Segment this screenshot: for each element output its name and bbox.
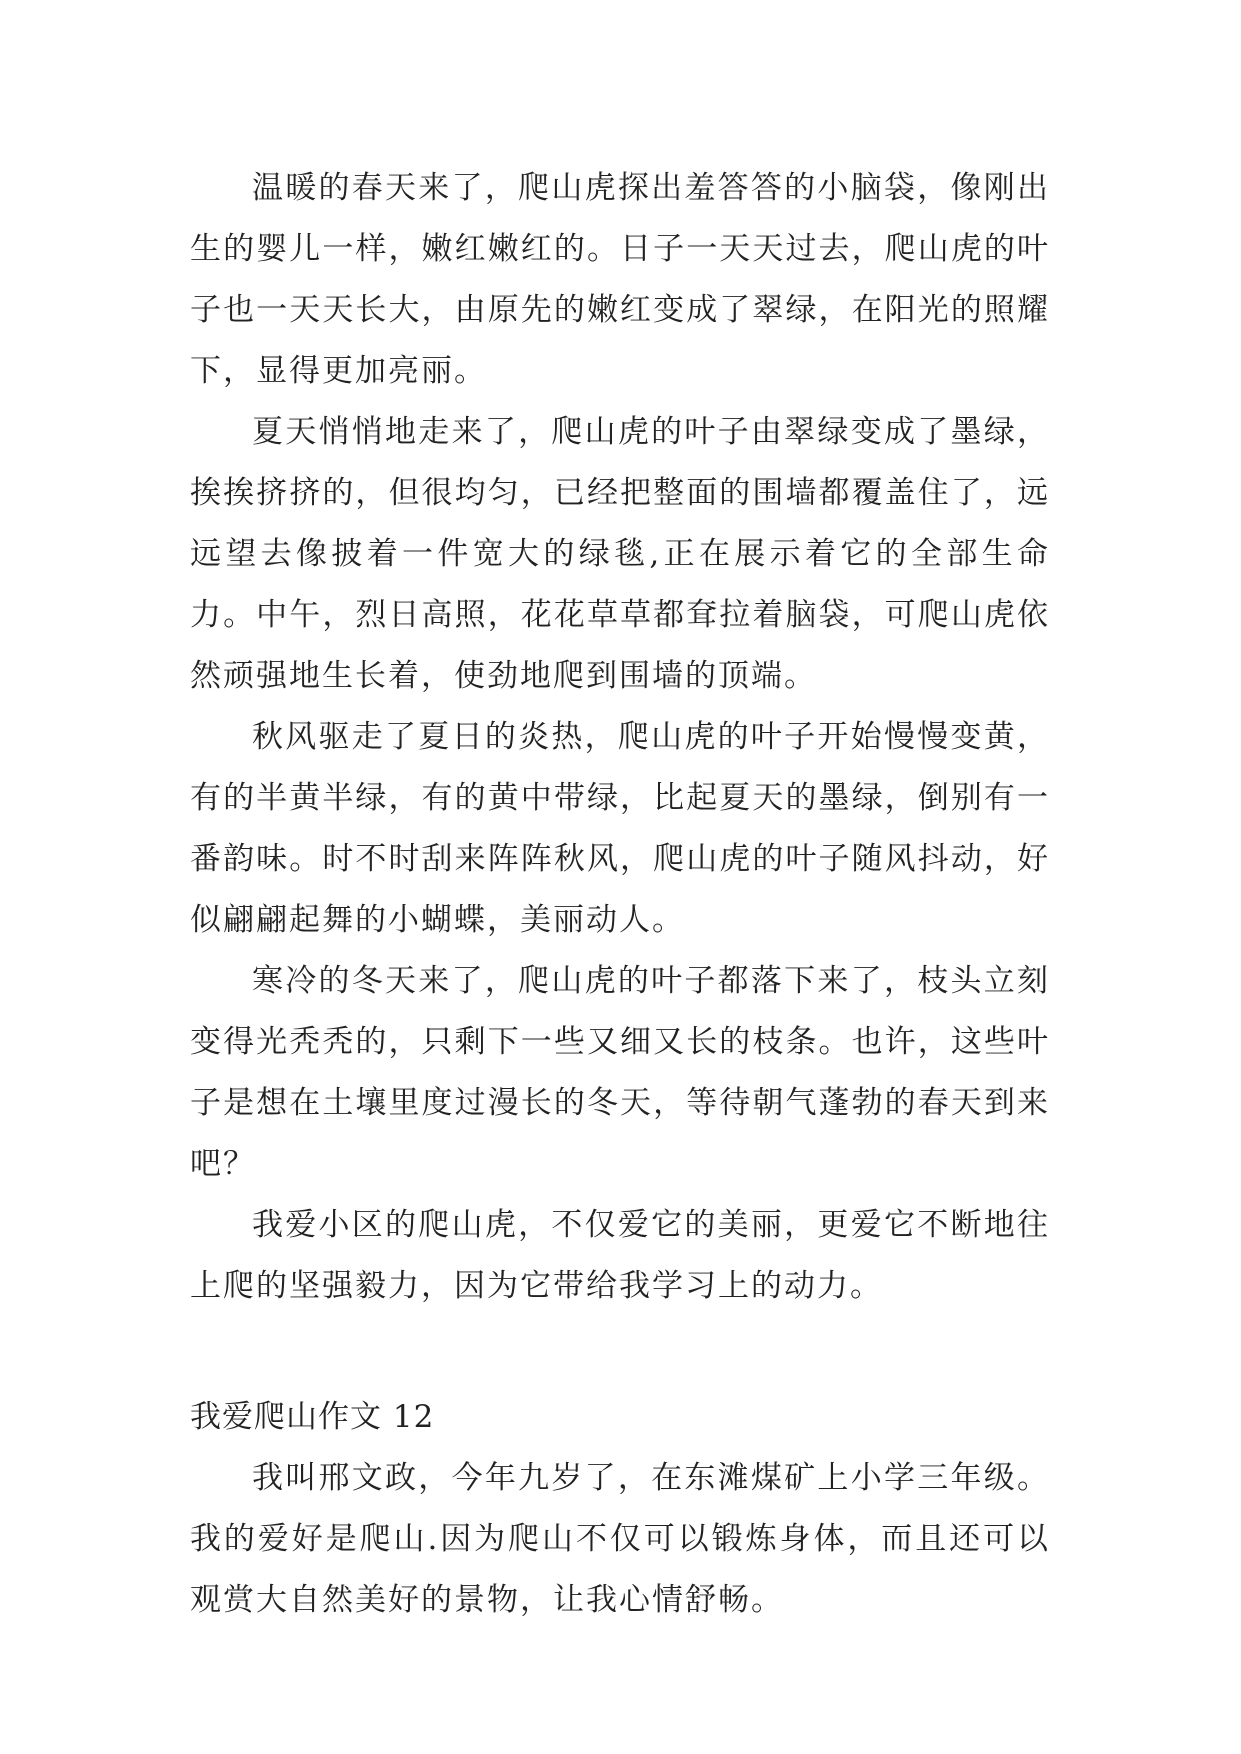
paragraph-intro: 我叫邢文政，今年九岁了，在东滩煤矿上小学三年级。我的爱好是爬山.因为爬山不仅可以锻炼身体，而且还可以观赏大自然美好的景物，让我心情舒畅。 [190, 1460, 1050, 1618]
paragraph-winter: 寒冷的冬天来了，爬山虎的叶子都落下来了，枝头立刻变得光秃秃的，只剩下一些又细又长的枝条。也许，这些叶子是想在土壤里度过漫长的冬天，等待朝气蓬勃的春天到来吧？ [190, 963, 1050, 1182]
paragraph-spring: 温暖的春天来了，爬山虎探出羞答答的小脑袋，像刚出生的婴儿一样，嫩红嫩红的。日子一天天过去，爬山虎的叶子也一天天长大，由原先的嫩红变成了翠绿，在阳光的照耀下，显得更加亮丽。 [190, 170, 1050, 389]
document-body [190, 158, 1050, 1631]
section-title: 我爱爬山作文 12 [190, 1399, 435, 1435]
paragraph-conclusion: 我爱小区的爬山虎，不仅爱它的美丽，更爱它不断地往上爬的坚强毅力，因为它带给我学习上的动力。 [190, 1207, 1050, 1304]
paragraph-autumn: 秋风驱走了夏日的炎热，爬山虎的叶子开始慢慢变黄，有的半黄半绿，有的黄中带绿，比起夏天的墨绿，倒别有一番韵味。时不时刮来阵阵秋风，爬山虎的叶子随风抖动，好似翩翩起舞的小蝴蝶，美丽动人。 [190, 719, 1050, 938]
paragraph-summer: 夏天悄悄地走来了，爬山虎的叶子由翠绿变成了墨绿，挨挨挤挤的，但很均匀，已经把整面的围墙都覆盖住了，远远望去像披着一件宽大的绿毯,正在展示着它的全部生命力。中午，烈日高照，花花草草都耷拉着脑袋，可爬山虎依然顽强地生长着，使劲地爬到围墙的顶端。 [190, 414, 1050, 694]
